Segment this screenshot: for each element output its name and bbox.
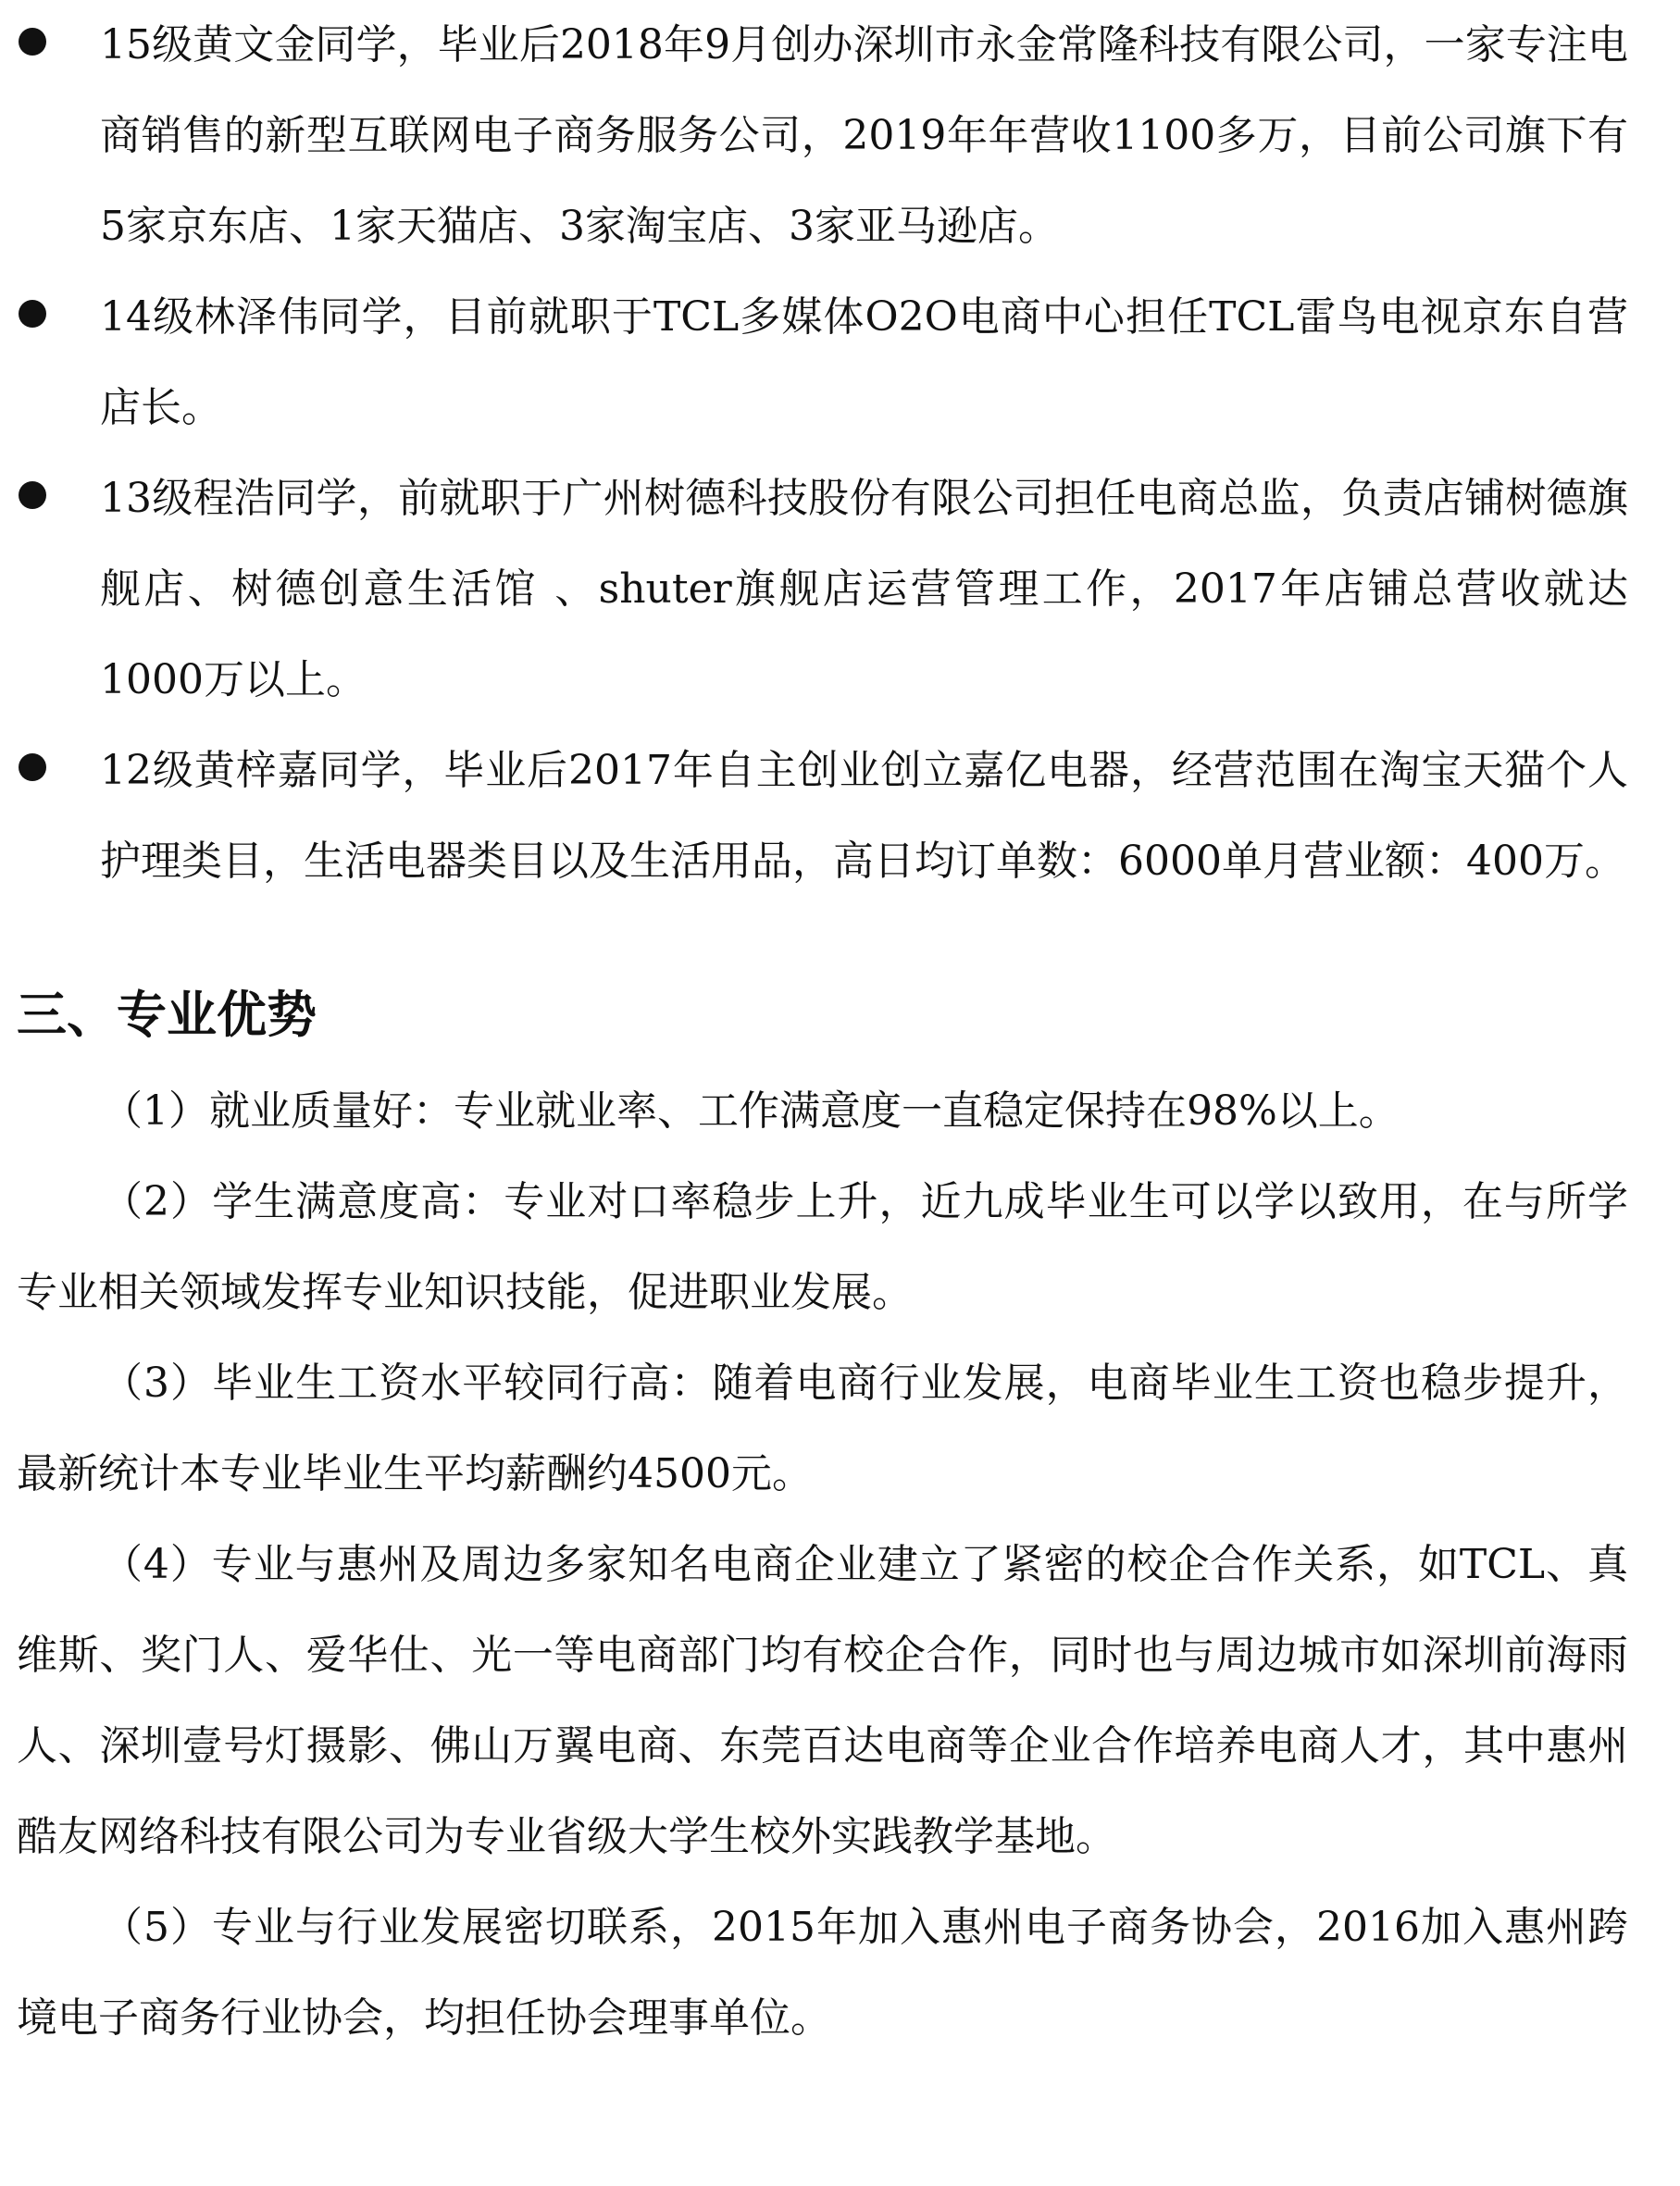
bullet-dot-icon <box>19 28 46 56</box>
advantage-paragraph-3: （3）毕业生工资水平较同行高：随着电商行业发展，电商毕业生工资也稳步提升，最新统计本专业毕业生平均薪酬约4500元。 <box>17 1360 1628 1497</box>
advantage-paragraph-1: （1）就业质量好：专业就业率、工作满意度一直稳定保持在98%以上。 <box>102 1087 1400 1135</box>
bullet-item-3 <box>0 453 1680 726</box>
bullet-dot-icon <box>19 300 46 328</box>
advantage-paragraph-2: （2）学生满意度高：专业对口率稳步上升，近九成毕业生可以学以致用，在与所学专业相关领域发挥专业知识技能，促进职业发展。 <box>17 1178 1628 1316</box>
bullet-item-1 <box>0 0 1680 272</box>
advantages-paragraph-list <box>0 1066 1680 2064</box>
bullet-dot-icon <box>19 753 46 781</box>
section-heading: 三、专业优势 <box>17 986 317 1044</box>
advantage-paragraph-4: （4）专业与惠州及周边多家知名电商企业建立了紧密的校企合作关系，如TCL、真维斯、奖门人、爱华仕、光一等电商部门均有校企合作，同时也与周边城市如深圳前海雨人、深圳壹号灯摄影、佛山万翼电商、东莞百达电商等企业合作培养电商人才，其中惠州酷友网络科技有限公司为专业省级大学生校外实践教学基地。 <box>17 1541 1628 1860</box>
alumni-bullet-list <box>0 0 1680 907</box>
bullet-item-4 <box>0 726 1680 907</box>
bullet-text-3: 13级程浩同学，前就职于广州树德科技股份有限公司担任电商总监，负责店铺树德旗舰店、树德创意生活馆 、shuter旗舰店运营管理工作，2017年店铺总营收就达1000万以上。 <box>100 475 1628 703</box>
bullet-dot-icon <box>19 481 46 509</box>
bullet-text-2: 14级林泽伟同学，目前就职于TCL多媒体O2O电商中心担任TCL雷鸟电视京东自营店长。 <box>100 293 1628 431</box>
bullet-item-2 <box>0 272 1680 453</box>
advantage-paragraph-5: （5）专业与行业发展密切联系，2015年加入惠州电子商务协会，2016加入惠州跨境电子商务行业协会，均担任协会理事单位。 <box>17 1904 1628 2042</box>
bullet-text-4: 12级黄梓嘉同学，毕业后2017年自主创业创立嘉亿电器，经营范围在淘宝天猫个人护理类目，生活电器类目以及生活用品，高日均订单数：6000单月营业额：400万。 <box>100 747 1628 885</box>
bullet-text-1: 15级黄文金同学，毕业后2018年9月创办深圳市永金常隆科技有限公司，一家专注电商销售的新型互联网电子商务服务公司，2019年年营收1100多万，目前公司旗下有5家京东店、1家天猫店、3家淘宝店、3家亚马逊店。 <box>100 21 1628 250</box>
